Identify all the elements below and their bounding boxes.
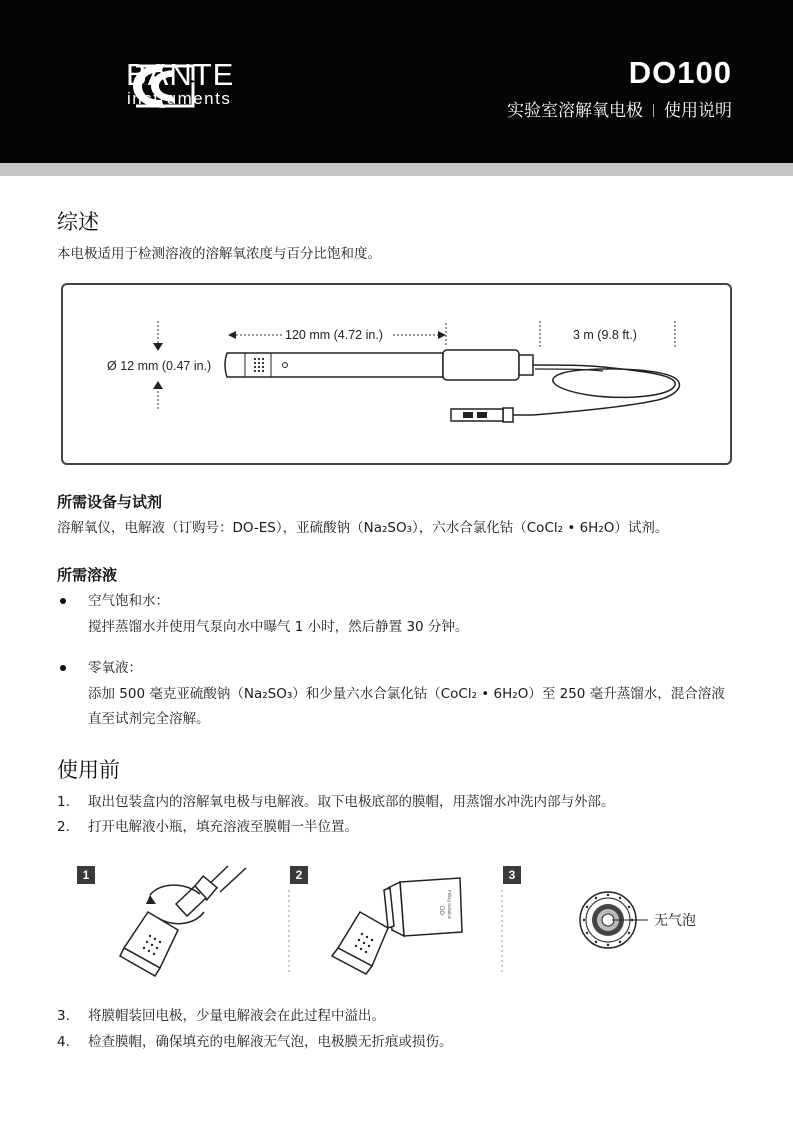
solution-label-zero: 零氧液： <box>88 660 142 676</box>
equipment-heading: 所需设备与试剂 <box>57 493 163 511</box>
bullet-dot <box>60 598 66 604</box>
doc-type: 使用说明 <box>664 101 732 121</box>
step-text: 检查膜帽，确保填充的电解液无气泡，电极膜无折痕或损伤。 <box>88 1034 453 1050</box>
figure-badge-3: 3 <box>503 866 521 884</box>
product-name: 实验室溶解氧电极 <box>507 101 643 121</box>
solution-text-zero-line2: 直至试剂完全溶解。 <box>88 711 210 727</box>
step-number: 2. <box>57 819 70 835</box>
no-bubble-callout: 无气泡 <box>654 913 696 929</box>
cable-length-label: 3 m (9.8 ft.) <box>573 328 637 342</box>
step-number: 4. <box>57 1034 70 1050</box>
step-number: 3. <box>57 1008 70 1024</box>
bottle-sublabel: Filling Solution <box>447 890 452 920</box>
equipment-text: 溶解氧仪，电解液（订购号：DO-ES），亚硫酸钠（Na₂SO₃），六水合氯化钴（CoCl₂ • 6H₂O）试剂。 <box>57 520 669 536</box>
step-number: 1. <box>57 794 70 810</box>
bottle-label: DO <box>438 906 444 915</box>
solution-text-zero-line1: 添加 500 毫克亚硫酸钠（Na₂SO₃）和少量六水合氯化钴（CoCl₂ • 6H₂O）至 250 毫升蒸馏水，混合溶液 <box>88 686 725 702</box>
step-text: 打开电解液小瓶，填充溶液至膜帽一半位置。 <box>88 819 358 835</box>
model-number: DO100 <box>628 55 732 90</box>
header-stripe <box>0 163 793 176</box>
brand-name: BANTE <box>126 57 235 92</box>
length-label: 120 mm (4.72 in.) <box>285 328 383 342</box>
solutions-heading: 所需溶液 <box>57 566 118 584</box>
brand-subtitle: instruments <box>127 89 232 108</box>
overview-text: 本电极适用于检测溶液的溶解氧浓度与百分比饱和度。 <box>57 246 381 262</box>
header-banner <box>0 0 793 163</box>
diameter-label: Ø 12 mm (0.47 in.) <box>107 359 212 373</box>
bullet-dot <box>60 665 66 671</box>
step-text: 取出包装盒内的溶解氧电极与电解液。取下电极底部的膜帽，用蒸馏水冲洗内部与外部。 <box>88 794 615 810</box>
solution-text-air: 搅拌蒸馏水并使用气泵向水中曝气 1 小时，然后静置 30 分钟。 <box>88 619 469 635</box>
figure-badge-1: 1 <box>77 866 95 884</box>
solution-label-air: 空气饱和水： <box>88 593 169 609</box>
electrode-dimension-diagram <box>61 283 732 465</box>
before-use-heading: 使用前 <box>57 758 120 782</box>
electrode-drawing-icon <box>63 285 734 467</box>
step-text: 将膜帽装回电极，少量电解液会在此过程中溢出。 <box>88 1008 385 1024</box>
figure-badge-2: 2 <box>290 866 308 884</box>
document-subtitle <box>507 100 732 122</box>
subtitle-separator <box>653 104 654 117</box>
overview-heading: 综述 <box>57 210 99 234</box>
